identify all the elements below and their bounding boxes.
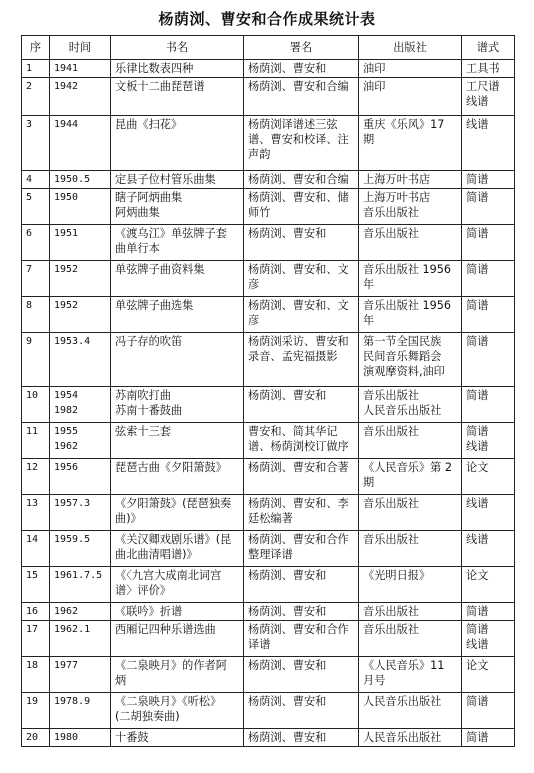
cell-notation-line: 论文 bbox=[466, 461, 489, 474]
cell-no: 16 bbox=[22, 603, 50, 621]
table-row bbox=[22, 657, 515, 693]
cell-notation bbox=[462, 603, 515, 621]
cell-author bbox=[244, 495, 359, 531]
cell-author-line: 杨荫浏、曹安和、文 bbox=[248, 299, 349, 312]
cell-book bbox=[111, 297, 244, 333]
cell-book-line: 琵琶古曲《夕阳箫鼓》 bbox=[115, 461, 227, 474]
table-header-row bbox=[22, 36, 515, 60]
cell-time-line: 1980 bbox=[54, 732, 79, 743]
cell-publisher bbox=[359, 423, 462, 459]
cell-publisher-line: 音乐出版社 bbox=[363, 533, 419, 546]
cell-author bbox=[244, 423, 359, 459]
cell-book-line: 曲北曲清唱谱)》 bbox=[115, 548, 198, 561]
cell-author-line: 杨荫浏、曹安和 bbox=[248, 605, 327, 618]
cell-book bbox=[111, 60, 244, 78]
cell-notation-line: 简谱 bbox=[466, 335, 489, 348]
cell-notation-line: 简谱 bbox=[466, 191, 489, 204]
cell-author bbox=[244, 297, 359, 333]
cell-book bbox=[111, 657, 244, 693]
cell-publisher-line: 上海万叶书店 bbox=[363, 173, 431, 186]
table-row bbox=[22, 423, 515, 459]
cell-notation bbox=[462, 657, 515, 693]
cell-notation-line: 线谱 bbox=[466, 497, 489, 510]
cell-book-line: 《二泉映月》《听松》 bbox=[115, 695, 222, 708]
cell-time-line: 1953.4 bbox=[54, 336, 91, 347]
cell-publisher bbox=[359, 621, 462, 657]
cell-no: 3 bbox=[22, 116, 50, 171]
cell-book bbox=[111, 459, 244, 495]
cell-notation-line: 简谱 bbox=[466, 299, 489, 312]
cell-author-line: 彦 bbox=[248, 278, 260, 291]
page-title: 杨荫浏、曹安和合作成果统计表 bbox=[158, 10, 376, 28]
cell-author bbox=[244, 603, 359, 621]
cell-publisher-line: 人民音乐出版社 bbox=[363, 404, 442, 417]
table-row bbox=[22, 729, 515, 747]
cell-notation bbox=[462, 729, 515, 747]
cell-book bbox=[111, 729, 244, 747]
cell-author-line: 彦 bbox=[248, 314, 260, 327]
cell-publisher bbox=[359, 531, 462, 567]
table-body bbox=[22, 60, 515, 747]
collaboration-table bbox=[21, 35, 515, 747]
cell-author-line: 曹安和、简其华记 bbox=[248, 425, 338, 438]
cell-publisher-line: 音乐出版社 bbox=[363, 623, 419, 636]
cell-author-line: 杨荫浏、曹安和 bbox=[248, 62, 327, 75]
cell-publisher bbox=[359, 60, 462, 78]
cell-author bbox=[244, 567, 359, 603]
cell-no: 15 bbox=[22, 567, 50, 603]
cell-time-line: 1959.5 bbox=[54, 534, 91, 545]
cell-notation-line: 简谱 bbox=[466, 173, 489, 186]
cell-author bbox=[244, 657, 359, 693]
cell-author bbox=[244, 531, 359, 567]
table-row bbox=[22, 495, 515, 531]
cell-notation-line: 简谱 bbox=[466, 425, 489, 438]
cell-book-line: 《渡乌江》单弦牌子套 bbox=[115, 227, 227, 240]
cell-publisher-line: 人民音乐出版社 bbox=[363, 731, 442, 744]
cell-publisher-line: 年 bbox=[363, 278, 375, 291]
cell-notation-line: 论文 bbox=[466, 569, 489, 582]
cell-author bbox=[244, 116, 359, 171]
cell-time bbox=[50, 116, 111, 171]
cell-time bbox=[50, 333, 111, 387]
cell-book bbox=[111, 693, 244, 729]
cell-no: 2 bbox=[22, 78, 50, 116]
table-row bbox=[22, 60, 515, 78]
cell-notation bbox=[462, 495, 515, 531]
cell-book-line: 曲单行本 bbox=[115, 242, 160, 255]
cell-time-line: 1957.3 bbox=[54, 498, 91, 509]
cell-notation bbox=[462, 78, 515, 116]
cell-book-line: 阿炳曲集 bbox=[115, 206, 160, 219]
cell-book-line: 曲)》 bbox=[115, 512, 142, 525]
table-row bbox=[22, 693, 515, 729]
cell-author-line: 声韵 bbox=[248, 148, 271, 161]
cell-no: 4 bbox=[22, 171, 50, 189]
cell-no: 13 bbox=[22, 495, 50, 531]
cell-notation bbox=[462, 621, 515, 657]
cell-time-line: 1962.1 bbox=[54, 624, 91, 635]
cell-publisher-line: 音乐出版社 1956 bbox=[363, 263, 451, 276]
cell-no: 20 bbox=[22, 729, 50, 747]
cell-publisher-line: 音乐出版社 bbox=[363, 425, 419, 438]
cell-no: 5 bbox=[22, 189, 50, 225]
cell-author-line: 杨荫浏、曹安和 bbox=[248, 731, 327, 744]
cell-time bbox=[50, 567, 111, 603]
cell-time-line: 1951 bbox=[54, 228, 79, 239]
cell-notation bbox=[462, 567, 515, 603]
cell-publisher bbox=[359, 225, 462, 261]
cell-publisher bbox=[359, 387, 462, 423]
cell-no: 11 bbox=[22, 423, 50, 459]
cell-book bbox=[111, 171, 244, 189]
cell-book bbox=[111, 189, 244, 225]
cell-book-line: 《二泉映月》的作者阿 bbox=[115, 659, 227, 672]
cell-author-line: 杨荫浏、曹安和 bbox=[248, 569, 327, 582]
cell-author bbox=[244, 387, 359, 423]
cell-time-line: 1955 bbox=[54, 426, 79, 437]
cell-publisher-line: 第一节全国民族 bbox=[363, 335, 442, 348]
cell-author-line: 杨荫浏、曹安和 bbox=[248, 695, 327, 708]
cell-book bbox=[111, 495, 244, 531]
cell-publisher bbox=[359, 567, 462, 603]
cell-time bbox=[50, 387, 111, 423]
cell-author bbox=[244, 60, 359, 78]
column-header-book: 书名 bbox=[111, 36, 244, 60]
cell-notation bbox=[462, 261, 515, 297]
cell-notation bbox=[462, 60, 515, 78]
cell-publisher-line: 油印 bbox=[363, 80, 386, 93]
cell-publisher bbox=[359, 603, 462, 621]
cell-publisher-line: 《光明日报》 bbox=[363, 569, 431, 582]
cell-author-line: 整理译谱 bbox=[248, 548, 293, 561]
cell-book-line: 乐律比数表四种 bbox=[115, 62, 194, 75]
cell-book-line: 弦索十三套 bbox=[115, 425, 171, 438]
cell-time bbox=[50, 60, 111, 78]
cell-book bbox=[111, 333, 244, 387]
cell-publisher-line: 油印 bbox=[363, 62, 386, 75]
cell-publisher-line: 音乐出版社 bbox=[363, 227, 419, 240]
cell-author-line: 杨荫浏、曹安和、文 bbox=[248, 263, 349, 276]
cell-author-line: 杨荫浏、曹安和、李 bbox=[248, 497, 349, 510]
cell-no: 1 bbox=[22, 60, 50, 78]
cell-time-line: 1982 bbox=[54, 405, 79, 416]
cell-author-line: 谱、曹安和校译、注 bbox=[248, 133, 349, 146]
column-header-notation: 谱式 bbox=[462, 36, 515, 60]
cell-publisher bbox=[359, 693, 462, 729]
cell-author-line: 杨荫浏、曹安和合编 bbox=[248, 173, 349, 186]
cell-notation-line: 线谱 bbox=[466, 638, 489, 651]
cell-publisher-line: 音乐出版社 1956 bbox=[363, 299, 451, 312]
cell-time-line: 1954 bbox=[54, 390, 79, 401]
cell-book bbox=[111, 225, 244, 261]
cell-notation-line: 简谱 bbox=[466, 263, 489, 276]
cell-time bbox=[50, 171, 111, 189]
cell-notation bbox=[462, 459, 515, 495]
cell-publisher-line: 期 bbox=[363, 133, 375, 146]
cell-time bbox=[50, 78, 111, 116]
cell-notation-line: 工尺谱 bbox=[466, 80, 500, 93]
cell-publisher bbox=[359, 78, 462, 116]
cell-time bbox=[50, 225, 111, 261]
cell-author-line: 杨荫浏、曹安和合作 bbox=[248, 623, 349, 636]
cell-time-line: 1978.9 bbox=[54, 696, 91, 707]
cell-author-line: 杨荫浏、曹安和 bbox=[248, 659, 327, 672]
cell-time-line: 1952 bbox=[54, 264, 79, 275]
cell-no: 14 bbox=[22, 531, 50, 567]
cell-author bbox=[244, 225, 359, 261]
cell-time bbox=[50, 657, 111, 693]
cell-time-line: 1950 bbox=[54, 192, 79, 203]
cell-publisher-line: 重庆《乐风》17 bbox=[363, 118, 445, 131]
cell-publisher bbox=[359, 297, 462, 333]
cell-no: 7 bbox=[22, 261, 50, 297]
cell-notation-line: 简谱 bbox=[466, 605, 489, 618]
table-row bbox=[22, 387, 515, 423]
cell-publisher-line: 《人民音乐》第 2 bbox=[363, 461, 452, 474]
cell-publisher-line: 演观摩资料,油印 bbox=[363, 365, 445, 378]
cell-time bbox=[50, 693, 111, 729]
cell-time-line: 1952 bbox=[54, 300, 79, 311]
cell-book-line: 西厢记四种乐谱选曲 bbox=[115, 623, 216, 636]
table-row bbox=[22, 225, 515, 261]
cell-book bbox=[111, 567, 244, 603]
cell-publisher-line: 月号 bbox=[363, 674, 386, 687]
cell-author bbox=[244, 171, 359, 189]
cell-author-line: 杨荫浏采访、曹安和 bbox=[248, 335, 349, 348]
cell-time bbox=[50, 261, 111, 297]
cell-author-line: 廷松编著 bbox=[248, 512, 293, 525]
cell-author-line: 师竹 bbox=[248, 206, 271, 219]
cell-publisher-line: 民间音乐舞蹈会 bbox=[363, 350, 442, 363]
table-row bbox=[22, 603, 515, 621]
table-row bbox=[22, 261, 515, 297]
cell-book-line: 谱〉评价》 bbox=[115, 584, 171, 597]
cell-time bbox=[50, 189, 111, 225]
cell-author bbox=[244, 693, 359, 729]
cell-time bbox=[50, 531, 111, 567]
cell-author bbox=[244, 459, 359, 495]
cell-no: 10 bbox=[22, 387, 50, 423]
cell-notation-line: 线谱 bbox=[466, 118, 489, 131]
cell-time bbox=[50, 297, 111, 333]
cell-author-line: 谱、杨荫浏校订做序 bbox=[248, 440, 349, 453]
column-header-no: 序 bbox=[22, 36, 50, 60]
cell-publisher bbox=[359, 729, 462, 747]
cell-book-line: 冯子存的吹笛 bbox=[115, 335, 183, 348]
cell-publisher-line: 上海万叶书店 bbox=[363, 191, 431, 204]
cell-author bbox=[244, 78, 359, 116]
cell-author-line: 录音、孟宪福摄影 bbox=[248, 350, 338, 363]
cell-book bbox=[111, 423, 244, 459]
table-row bbox=[22, 189, 515, 225]
cell-author-line: 杨荫浏、曹安和合编 bbox=[248, 80, 349, 93]
cell-notation-line: 论文 bbox=[466, 659, 489, 672]
cell-time-line: 1961.7.5 bbox=[54, 570, 103, 581]
cell-book bbox=[111, 387, 244, 423]
cell-author bbox=[244, 333, 359, 387]
cell-book-line: 十番鼓 bbox=[115, 731, 149, 744]
cell-time-line: 1941 bbox=[54, 63, 79, 74]
cell-no: 9 bbox=[22, 333, 50, 387]
cell-notation bbox=[462, 189, 515, 225]
cell-author-line: 译谱 bbox=[248, 638, 271, 651]
table-row bbox=[22, 78, 515, 116]
cell-book-line: 炳 bbox=[115, 674, 127, 687]
cell-author bbox=[244, 261, 359, 297]
cell-publisher-line: 音乐出版社 bbox=[363, 206, 419, 219]
table-row bbox=[22, 333, 515, 387]
cell-notation bbox=[462, 423, 515, 459]
cell-time-line: 1956 bbox=[54, 462, 79, 473]
cell-publisher-line: 音乐出版社 bbox=[363, 389, 419, 402]
cell-publisher-line: 人民音乐出版社 bbox=[363, 695, 442, 708]
cell-publisher bbox=[359, 171, 462, 189]
column-header-author: 署名 bbox=[244, 36, 359, 60]
cell-notation-line: 简谱 bbox=[466, 227, 489, 240]
cell-book bbox=[111, 621, 244, 657]
column-header-time: 时间 bbox=[50, 36, 111, 60]
cell-book-line: 文板十二曲琵琶谱 bbox=[115, 80, 205, 93]
cell-publisher bbox=[359, 261, 462, 297]
cell-notation bbox=[462, 333, 515, 387]
cell-no: 8 bbox=[22, 297, 50, 333]
cell-time bbox=[50, 603, 111, 621]
cell-notation bbox=[462, 116, 515, 171]
cell-notation-line: 线谱 bbox=[466, 95, 489, 108]
cell-book-line: 《〈九宫大成南北词宫 bbox=[115, 569, 222, 582]
cell-book bbox=[111, 531, 244, 567]
cell-notation bbox=[462, 387, 515, 423]
cell-book-line: 《夕阳箫鼓》(琵琶独奏 bbox=[115, 497, 232, 510]
cell-notation bbox=[462, 297, 515, 333]
table-row bbox=[22, 116, 515, 171]
cell-author bbox=[244, 729, 359, 747]
cell-author-line: 杨荫浏、曹安和 bbox=[248, 389, 327, 402]
cell-notation-line: 简谱 bbox=[466, 389, 489, 402]
cell-book-line: 苏南吹打曲 bbox=[115, 389, 171, 402]
cell-time bbox=[50, 621, 111, 657]
cell-publisher-line: 年 bbox=[363, 314, 375, 327]
cell-no: 19 bbox=[22, 693, 50, 729]
cell-publisher-line: 期 bbox=[363, 476, 375, 489]
cell-publisher-line: 音乐出版社 bbox=[363, 605, 419, 618]
cell-time-line: 1977 bbox=[54, 660, 79, 671]
cell-publisher bbox=[359, 333, 462, 387]
cell-book-line: 苏南十番鼓曲 bbox=[115, 404, 183, 417]
cell-no: 6 bbox=[22, 225, 50, 261]
cell-publisher-line: 《人民音乐》11 bbox=[363, 659, 445, 672]
cell-notation bbox=[462, 693, 515, 729]
cell-book-line: 单弦牌子曲资料集 bbox=[115, 263, 205, 276]
cell-author bbox=[244, 621, 359, 657]
cell-no: 18 bbox=[22, 657, 50, 693]
cell-book-line: 《关汉卿戏剧乐谱》(昆 bbox=[115, 533, 232, 546]
cell-book bbox=[111, 116, 244, 171]
cell-time-line: 1942 bbox=[54, 81, 79, 92]
table-row bbox=[22, 531, 515, 567]
cell-notation-line: 简谱 bbox=[466, 695, 489, 708]
table-row bbox=[22, 459, 515, 495]
cell-time-line: 1950.5 bbox=[54, 174, 91, 185]
cell-notation-line: 简谱 bbox=[466, 623, 489, 636]
cell-time bbox=[50, 423, 111, 459]
cell-book-line: 《联吟》折谱 bbox=[115, 605, 183, 618]
cell-publisher bbox=[359, 189, 462, 225]
cell-book bbox=[111, 603, 244, 621]
cell-time-line: 1962 bbox=[54, 441, 79, 452]
cell-notation-line: 工具书 bbox=[466, 62, 500, 75]
cell-publisher bbox=[359, 116, 462, 171]
cell-time bbox=[50, 729, 111, 747]
cell-book-line: 单弦牌子曲选集 bbox=[115, 299, 194, 312]
cell-author bbox=[244, 189, 359, 225]
table-row bbox=[22, 171, 515, 189]
cell-author-line: 杨荫浏、曹安和合著 bbox=[248, 461, 349, 474]
cell-author-line: 杨荫浏、曹安和合作 bbox=[248, 533, 349, 546]
cell-book bbox=[111, 261, 244, 297]
cell-book-line: (二胡独奏曲) bbox=[115, 710, 180, 723]
cell-author-line: 杨荫浏译谱述三弦 bbox=[248, 118, 338, 131]
cell-publisher bbox=[359, 495, 462, 531]
cell-book-line: 昆曲《扫花》 bbox=[115, 118, 183, 131]
table-row bbox=[22, 297, 515, 333]
cell-notation-line: 线谱 bbox=[466, 440, 489, 453]
cell-notation bbox=[462, 171, 515, 189]
cell-notation-line: 简谱 bbox=[466, 731, 489, 744]
cell-publisher bbox=[359, 657, 462, 693]
cell-time bbox=[50, 459, 111, 495]
cell-time bbox=[50, 495, 111, 531]
cell-time-line: 1962 bbox=[54, 606, 79, 617]
cell-notation-line: 线谱 bbox=[466, 533, 489, 546]
column-header-publisher: 出版社 bbox=[359, 36, 462, 60]
cell-notation bbox=[462, 225, 515, 261]
cell-time-line: 1944 bbox=[54, 119, 79, 130]
cell-author-line: 杨荫浏、曹安和 bbox=[248, 227, 327, 240]
table-row bbox=[22, 567, 515, 603]
cell-author-line: 杨荫浏、曹安和、储 bbox=[248, 191, 349, 204]
table-row bbox=[22, 621, 515, 657]
cell-book-line: 瞎子阿炳曲集 bbox=[115, 191, 183, 204]
cell-no: 17 bbox=[22, 621, 50, 657]
cell-publisher bbox=[359, 459, 462, 495]
cell-no: 12 bbox=[22, 459, 50, 495]
cell-publisher-line: 音乐出版社 bbox=[363, 497, 419, 510]
cell-book-line: 定县子位村管乐曲集 bbox=[115, 173, 216, 186]
cell-book bbox=[111, 78, 244, 116]
cell-notation bbox=[462, 531, 515, 567]
